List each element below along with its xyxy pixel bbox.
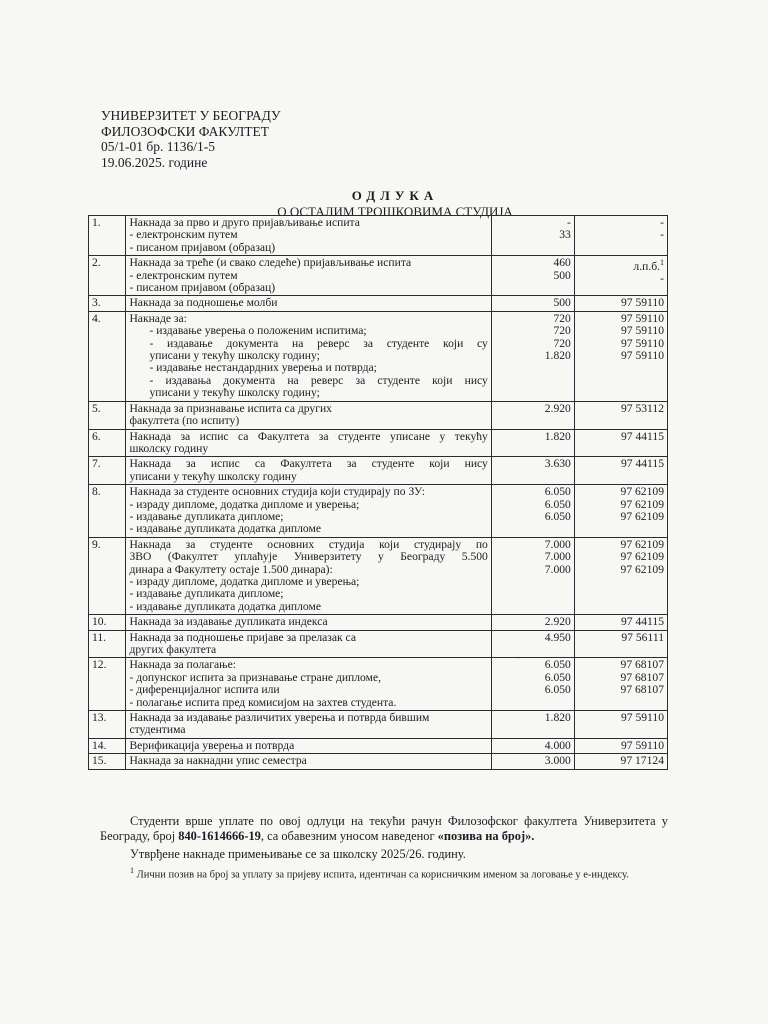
reference-code (574, 401, 667, 429)
fee-description (126, 738, 491, 753)
code-value (578, 350, 664, 362)
fee-description (126, 754, 491, 769)
table-row (89, 216, 668, 256)
reference-code (574, 296, 667, 311)
fee-description (126, 457, 491, 485)
pen-mark: ˎ (516, 648, 520, 659)
account-number: 840-1614666-19 (178, 829, 261, 843)
reference-code (574, 658, 667, 711)
code-value (578, 458, 664, 470)
table-row (89, 256, 668, 296)
code-value (578, 217, 664, 229)
amount-value: 6.050 (544, 485, 571, 499)
fee-amount (491, 401, 574, 429)
description-line: Накнада за подношење молби (129, 296, 278, 310)
fee-amount (491, 429, 574, 457)
code-text: 97 62109 (620, 497, 664, 511)
code-text: 97 68107 (620, 670, 664, 684)
amount-value: 4.950 (544, 630, 571, 644)
reference-call: «позива на број». (437, 829, 535, 843)
reference-code (574, 630, 667, 658)
fee-amount (491, 311, 574, 401)
amount-value: 3.630 (544, 457, 571, 471)
description-line: - издавање дупликата дипломе; (129, 509, 284, 523)
description-line: студентима (129, 723, 186, 737)
code-value (578, 273, 664, 285)
code-text: 97 62109 (620, 485, 664, 499)
code-value (578, 257, 664, 273)
row-number: 7. (89, 457, 126, 485)
description-line: - диференцијалног испита или (129, 683, 280, 697)
table-row (89, 658, 668, 711)
amount-value: 460 (553, 256, 571, 270)
reference-code (574, 457, 667, 485)
document-footer (100, 814, 668, 882)
fee-description (126, 711, 491, 739)
reference-code (574, 216, 667, 256)
reference-code (574, 256, 667, 296)
description-line: уписани у текућу школску годину; (149, 349, 320, 363)
code-value (578, 431, 664, 443)
code-value (578, 297, 664, 309)
amount-value: 3.000 (544, 754, 571, 768)
payment-instructions: Студенти врше уплате по овој одлуци на текући рачун Филозофског факултета Универзитета у Београду, број 840-1614666-19, са обавезним уносом наведеног «позива на број». (100, 814, 668, 843)
row-number: 9. (89, 537, 126, 614)
code-text: 97 62109 (620, 562, 664, 576)
university-name: УНИВЕРЗИТЕТ У БЕОГРАДУ (101, 108, 281, 123)
code-text: 97 44115 (620, 429, 664, 443)
amount-value: 720 (553, 311, 571, 325)
code-text: 97 68107 (620, 683, 664, 697)
table-row (89, 401, 668, 429)
fee-description (126, 485, 491, 538)
description-line: Накнада за испис са Факултета за студенте уписане у текућу (129, 429, 488, 443)
amount-value: 720 (553, 336, 571, 350)
description-line: других факултета (129, 643, 217, 656)
row-number: 6. (89, 429, 126, 457)
row-number: 5. (89, 401, 126, 429)
amount-value: 4.000 (544, 738, 571, 752)
table-row (89, 537, 668, 614)
code-value (578, 511, 664, 523)
fee-description (126, 658, 491, 711)
fee-amount (491, 658, 574, 711)
code-value (578, 403, 664, 415)
fee-description (126, 401, 491, 429)
code-text: 97 62109 (620, 537, 664, 551)
decision-subtitle: О ОСТАЛИМ ТРОШКОВИМА СТУДИЈА (277, 204, 513, 219)
description-line: Накнада за накнадни упис семестра (129, 754, 307, 768)
fee-amount (491, 615, 574, 630)
code-text: 97 53112 (620, 401, 664, 415)
code-text: 97 59110 (620, 296, 664, 310)
description-line: Накнада за студенте основних студија који студирају по (129, 537, 488, 551)
row-number: 3. (89, 296, 126, 311)
row-number: 8. (89, 485, 126, 538)
code-value (578, 740, 664, 752)
description-line: - издавање уверења о положеним испитима; (149, 324, 367, 338)
reference-code (574, 537, 667, 614)
row-number: 14. (89, 738, 126, 753)
description-line: - израду дипломе, додатка дипломе и уверења; (129, 497, 360, 511)
document-date: 19.06.2025. године (101, 154, 208, 170)
code-text: 97 62109 (620, 550, 664, 564)
validity-statement: Утврђене накнаде примењивање се за школску 2025/26. годину. (130, 847, 466, 861)
code-text: 97 59110 (620, 311, 664, 325)
reference-code (574, 429, 667, 457)
amount-value: 2.920 (544, 401, 571, 415)
description-line: факултета (по испиту) (129, 414, 240, 428)
fee-description (126, 216, 491, 256)
description-line: Накнада за признавање испита са других (129, 401, 332, 415)
fee-description (126, 256, 491, 296)
code-text: 97 17124 (620, 754, 664, 768)
code-value (578, 564, 664, 576)
amount-value: 720 (553, 324, 571, 338)
description-line: - израду дипломе, додатка дипломе и уверења; (129, 574, 360, 588)
fee-description (126, 630, 491, 658)
row-number: 2. (89, 256, 126, 296)
code-value (578, 755, 664, 767)
code-text: 97 68107 (620, 658, 664, 672)
description-line: - писаном пријавом (образац) (129, 240, 276, 254)
code-text: 97 44115 (620, 457, 664, 471)
code-text: 97 44115 (620, 615, 664, 629)
description-line: - издавање дупликата додатка дипломе (129, 522, 321, 536)
amount-value: 2.920 (544, 615, 571, 629)
amount-value: - (566, 216, 571, 229)
fee-amount (491, 216, 574, 256)
code-text: 97 59110 (620, 711, 664, 725)
fee-amount (491, 296, 574, 311)
description-line: Верификација уверења и потврда (129, 738, 295, 752)
amount-value: 500 (553, 268, 571, 282)
table-row (89, 485, 668, 538)
fee-amount (491, 711, 574, 739)
description-line: Накнада за треће (и свако следеће) пријављивање испита (129, 256, 412, 270)
amount-value: 6.050 (544, 497, 571, 511)
row-number: 13. (89, 711, 126, 739)
fee-description (126, 311, 491, 401)
reference-code (574, 738, 667, 753)
amount-value: 1.820 (544, 711, 571, 725)
fee-amount (491, 754, 574, 769)
amount-value: 33 (559, 228, 571, 242)
code-value (578, 712, 664, 724)
description-line: Накнаде за: (129, 311, 187, 325)
amount-value: 1.820 (544, 349, 571, 363)
fees-table (88, 215, 668, 770)
table-row (89, 296, 668, 311)
code-text: 97 59110 (620, 324, 664, 338)
description-line: уписани у текућу школску годину; (149, 386, 320, 400)
code-text: 97 56111 (621, 630, 664, 644)
code-text: 97 59110 (620, 738, 664, 752)
description-line: - издавање документа на реверс за студенте који су (149, 336, 488, 350)
table-row (89, 311, 668, 401)
fee-description (126, 429, 491, 457)
fee-amount (491, 738, 574, 753)
code-value (578, 229, 664, 241)
code-text: - (660, 216, 664, 229)
fee-amount (491, 256, 574, 296)
code-text: 97 59110 (620, 336, 664, 350)
description-line: Накнада за подношење пријаве за прелазак са (129, 630, 356, 644)
description-line: - писаном пријавом (образац) (129, 281, 276, 295)
description-line: Накнада за издавање различитих уверења и потврда бившим (129, 711, 430, 725)
amount-value: 6.050 (544, 683, 571, 697)
code-text: 97 59110 (620, 349, 664, 363)
reference-number: 05/1-01 бр. 1136/1-5 (101, 139, 215, 154)
code-value (578, 632, 664, 644)
description-line: ЗВО (Факултет уплаћује Универзитету у Београду 5.500 (129, 550, 488, 564)
description-line: - издавање нестандардних уверења и потврда; (149, 361, 377, 375)
amount-value: 1.820 (544, 429, 571, 443)
row-number: 11. (89, 630, 126, 658)
reference-code (574, 754, 667, 769)
footnote-marker: 1 (660, 258, 664, 268)
document-header (101, 108, 281, 170)
description-line: - полагање испита пред комисијом на захтев студента. (129, 695, 397, 709)
row-number: 4. (89, 311, 126, 401)
description-line: - допунског испита за признавање стране дипломе, (129, 670, 382, 684)
table-row (89, 630, 668, 658)
table-row (89, 711, 668, 739)
description-line: - издавање дупликата дипломе; (129, 587, 284, 601)
amount-value: 6.050 (544, 658, 571, 672)
fee-amount (491, 485, 574, 538)
fee-amount (491, 537, 574, 614)
description-line: - издавање дупликата додатка дипломе (129, 599, 321, 613)
description-line: Накнада за издавање дупликата индекса (129, 615, 328, 629)
description-line: школску годину (129, 441, 209, 455)
fee-description (126, 296, 491, 311)
footnote: $^1$ Лични позив на број за уплату за пријеву испита, идентичан са корисничким именом за логовање у е-индексу. (130, 866, 629, 881)
faculty-name: ФИЛОЗОФСКИ ФАКУЛТЕТ (101, 123, 270, 139)
row-number: 10. (89, 615, 126, 630)
reference-code (574, 485, 667, 538)
description-line: динара а Факултету остаје 1.500 динара): (129, 562, 333, 576)
amount-value: 7.000 (544, 537, 571, 551)
table-row (89, 457, 668, 485)
table-row (89, 615, 668, 630)
reference-code (574, 311, 667, 401)
description-line: уписани у текућу школску годину (129, 469, 297, 483)
code-value (578, 684, 664, 696)
table-row (89, 429, 668, 457)
row-number: 15. (89, 754, 126, 769)
decision-title: ОДЛУКА (351, 188, 439, 203)
amount-value: 6.050 (544, 509, 571, 523)
table-row (89, 738, 668, 753)
fee-amount (491, 457, 574, 485)
code-text: 97 62109 (620, 509, 664, 523)
fee-description (126, 537, 491, 614)
reference-code (574, 711, 667, 739)
amount-value: 7.000 (544, 562, 571, 576)
code-value (578, 616, 664, 628)
table-row (89, 754, 668, 769)
amount-value: 6.050 (544, 670, 571, 684)
description-line: Накнада за полагање: (129, 658, 236, 672)
code-text: - (660, 228, 664, 242)
fee-description (126, 615, 491, 630)
amount-value: 500 (553, 296, 571, 310)
code-text: л.п.б. (633, 260, 660, 274)
description-line: Накнада за прво и друго пријављивање испита (129, 216, 360, 229)
description-line: Накнада за испис са Факултета за студенте који нису (129, 457, 488, 471)
code-text: - (660, 272, 664, 286)
description-line: - електронским путем (129, 228, 238, 242)
fee-amount (491, 630, 574, 658)
amount-value: 7.000 (544, 550, 571, 564)
description-line: - издавања документа на реверс за студенте који нису (149, 373, 488, 387)
reference-code (574, 615, 667, 630)
row-number: 12. (89, 658, 126, 711)
description-line: - електронским путем (129, 268, 238, 282)
description-line: Накнада за студенте основних студија који студирају по ЗУ: (129, 485, 425, 499)
row-number: 1. (89, 216, 126, 256)
